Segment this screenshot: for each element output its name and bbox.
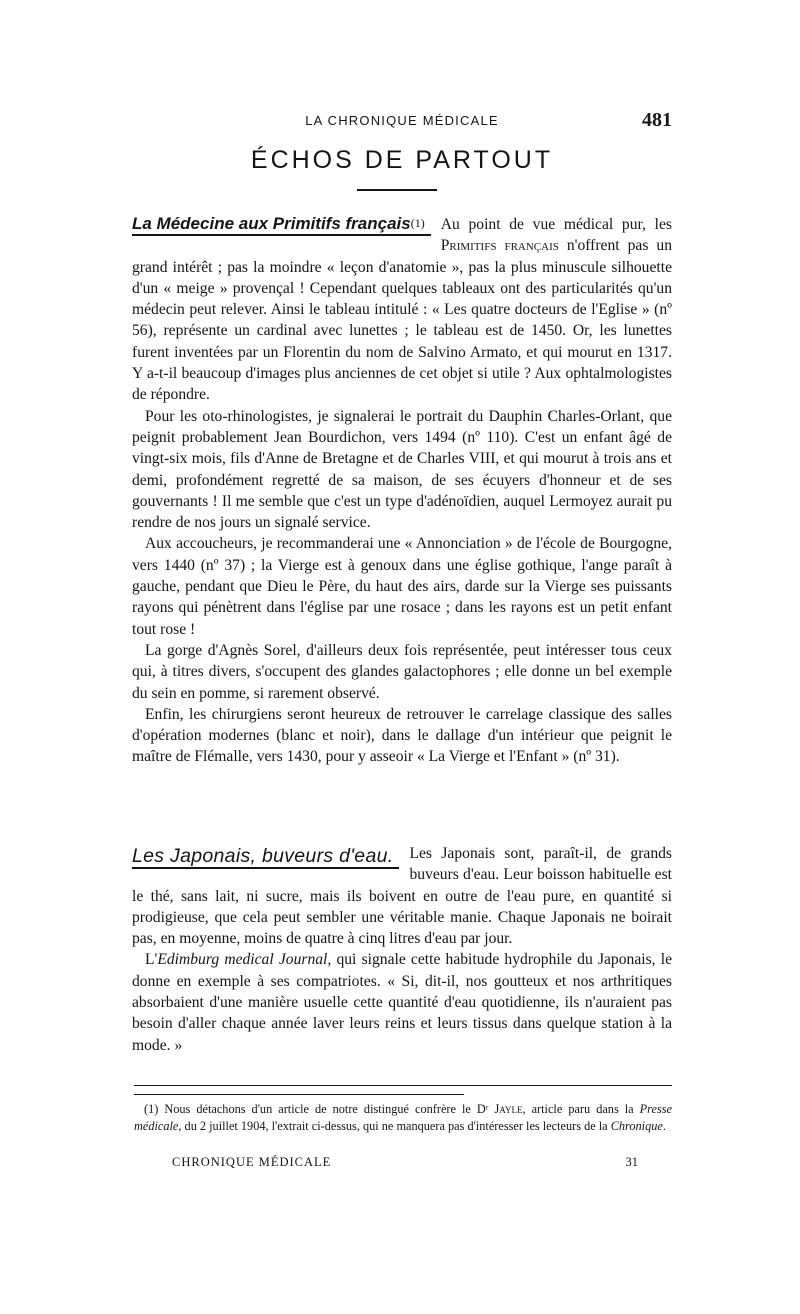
footnote-text: , du 2 juillet 1904, l'extrait ci-dessus, qui ne manquera pas d'intéresser les lecteurs de la xyxy=(178,1119,611,1133)
footnote-journal: Presse médicale xyxy=(134,1102,672,1133)
signature-left: CHRONIQUE MÉDICALE xyxy=(172,1155,332,1169)
paragraph: Aux accoucheurs, je recommanderai une « Annonciation » de l'école de Bourgogne, vers 1440 (nº 37) ; la Vierge est à genoux dans une église gothique, l'ange paraît à gauche, pendant que Dieu le Père, du haut des airs, darde sur la Vierge ses puissants rayons qui pénètrent dans l'église par une rosace ; dans les rayons est un petit enfant tout rose ! xyxy=(132,535,672,638)
page-number: 481 xyxy=(642,109,672,131)
footnote-text: , article paru dans la xyxy=(522,1102,640,1116)
paragraph: Pour les oto-rhinologistes, je signalerai le portrait du Dauphin Charles-Orlant, que peignit probablement Jean Bourdichon, vers 1494 (nº 110). C'est un enfant âgé de vingt-six mois, fils d'Anne de Bretagne et de Charles VIII, et qui mourut à trois ans et demi, profondément regretté de sa maison, de ses écuyers d'honneur et de ses gouvernants ! Il me semble que c'est un type d'adénoïdien, auquel Lermoyez aurait pu rendre de nos jours un signalé service. xyxy=(132,407,672,532)
lead-text-cont: n'offrent pas un grand intérêt ; pas la moindre « leçon d'anatomie », pas la plus minuscule silhouette d'un « meige » provençal ! Cependant quelques tableaux ont des particularités qu'un médecin peut relever. Ainsi le tableau intitulé : « Les quatre docteurs de l'Eglise » (nº 56), représente un cardinal avec lunettes ; le tableau est de 1450. Or, les lunettes furent inventées par un Florentin du nom de Salvino Armato, et qui mourut en 1317. Y a-t-il beaucoup d'images plus anciennes de cet objet si utile ? Aux ophtalmologistes de répondre. xyxy=(132,237,672,404)
footnote-author: Jayle xyxy=(494,1102,523,1116)
article-medecine-primitifs xyxy=(132,214,672,768)
footnote-text: . xyxy=(662,1119,666,1133)
title-rule xyxy=(357,189,437,191)
article-body xyxy=(132,843,672,1056)
footnote-divider xyxy=(134,1085,672,1086)
footnote-chronique: Chronique xyxy=(610,1119,663,1133)
text: qui signale cette habitude hydrophile du Japonais, le donne en exemple à ses compatriotes. « Si, dit-il, nos goutteux et nos arthritiques absorbaient d'une manière usuelle cette quantité d'eau quotidienne, ils n'auraient pas besoin d'aller chaque année laver leurs reins et leurs tissus dans quelque station à la mode. » xyxy=(132,951,672,1054)
section-title: ÉCHOS DE PARTOUT xyxy=(250,146,554,174)
footnote xyxy=(134,1101,672,1135)
running-title: LA CHRONIQUE MÉDICALE xyxy=(305,113,499,128)
signature-right: 31 xyxy=(625,1155,638,1169)
article-body xyxy=(132,214,672,768)
article-headline xyxy=(132,213,431,236)
footnote-number: (1) xyxy=(144,1102,159,1116)
paragraph xyxy=(132,949,672,1055)
running-head xyxy=(132,110,672,132)
paragraph xyxy=(132,214,672,406)
signature-line xyxy=(172,1155,638,1175)
small-caps-text: Primitifs français xyxy=(440,237,559,255)
footnote-divider-short xyxy=(134,1094,464,1095)
text: L' xyxy=(145,951,158,969)
footnote-text: Nous détachons d'un article de notre distingué confrère le Dʳ xyxy=(158,1102,495,1116)
journal-title: Edimburg medical Journal, xyxy=(157,951,332,969)
footnote-ref: (1) xyxy=(410,216,425,230)
article-headline: Les Japonais, buveurs d'eau. xyxy=(132,845,399,869)
article-japonais xyxy=(132,843,672,1056)
paragraph xyxy=(132,843,672,949)
lead-text: Les Japonais sont, paraît-il, de grands buveurs d'eau. Leur boisson habituelle est le thé, sans lait, ni sucre, mais ils boivent en outre de l'eau pure, en quantité si prodigieuse, que cela peut sembler une véritable manie. Chaque Japonais ne boirait pas, en moyenne, moins de quatre à cinq litres d'eau par jour. xyxy=(132,845,672,948)
headline-text: La Médecine aux Primitifs français xyxy=(132,214,411,233)
paragraph: Enfin, les chirurgiens seront heureux de retrouver le carrelage classique des salles d'opération modernes (blanc et noir), dans le dallage d'un intérieur que peignit le maître de Flémalle, vers 1430, pour y asseoir « La Vierge et l'Enfant » (nº 31). xyxy=(132,705,672,766)
lead-text: Au point de vue médical pur, les xyxy=(440,216,672,233)
paragraph: La gorge d'Agnès Sorel, d'ailleurs deux fois représentée, peut intéresser tous ceux qui, à titres divers, s'occupent des glandes galactophores ; elle donne un bel exemple du sein en pomme, si rarement observé. xyxy=(132,641,672,702)
